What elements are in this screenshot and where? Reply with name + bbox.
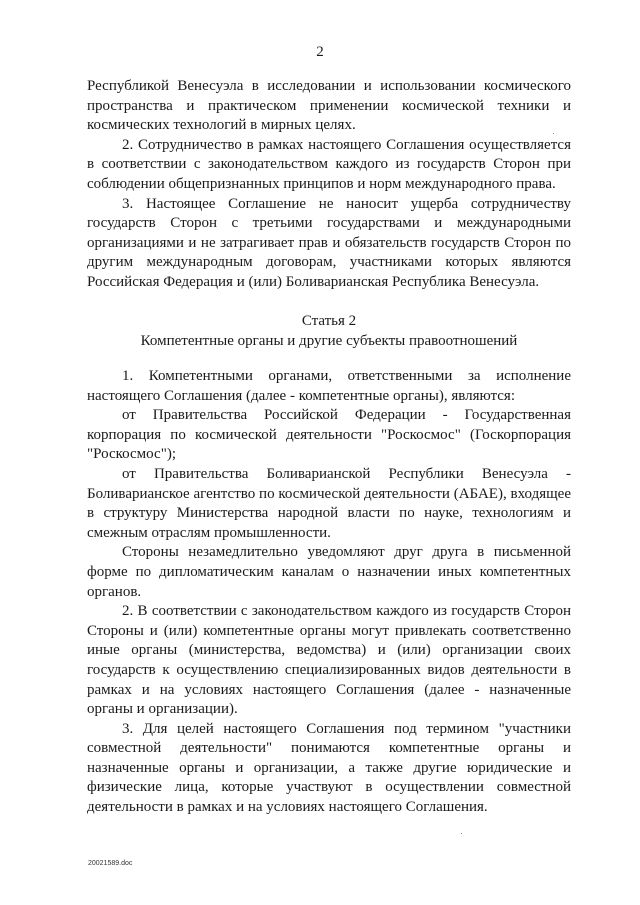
paragraph: от Правительства Боливарианской Республики Венесуэла - Боливарианское агентство по космической деятельности (АБАЕ), входящее в структуру Министерства народной власти по науке, технологиям и смежным отраслям промышленности. (87, 465, 571, 541)
paragraph: 2. Сотрудничество в рамках настоящего Соглашения осуществляется в соответствии с законодательством каждого из государств Сторон при соблюдении общепризнанных принципов и норм международного права. (87, 136, 571, 192)
paragraph: от Правительства Российской Федерации - Государственная корпорация по космической деятельности "Роскосмос" (Госкорпорация "Роскосмос"); (87, 407, 571, 463)
article-title: Компетентные органы и другие субъекты правоотношений (140, 332, 518, 349)
paragraph: Стороны незамедлительно уведомляют друг друга в письменной форме по дипломатическим каналам о назначении иных компетентных органов. (87, 544, 571, 600)
paragraph: 2. В соответствии с законодательством каждого из государств Сторон Стороны и (или) компетентные органы могут привлекать соответственно иные органы (министерства, ведомства) и (или) организации своих государств к осуществлению специализированных видов деятельности в рамках и на условиях настоящего Соглашения (далее - назначенные органы и организации). (87, 603, 571, 718)
footer-filename: 20021589.doc (88, 860, 133, 867)
article-heading (87, 312, 571, 351)
paragraph: 1. Компетентными органами, ответственными за исполнение настоящего Соглашения (далее - компетентные органы), являются: (87, 368, 571, 404)
article-body (87, 367, 571, 818)
article-number: Статья 2 (301, 313, 357, 329)
scan-speck (553, 133, 554, 134)
paragraph: Республикой Венесуэла в исследовании и использовании космического пространства и практическом применении космической техники и космических технологий в мирных целях. (87, 78, 571, 134)
page-number: 2 (316, 44, 324, 60)
paragraph: 3. Для целей настоящего Соглашения под термином "участники совместной деятельности" понимаются компетентные органы и назначенные органы и организации, а также другие юридические и физические лица, которые участвуют в осуществлении совместной деятельности в рамках и на условиях настоящего Соглашения. (87, 720, 571, 816)
paragraph: 3. Настоящее Соглашение не наносит ущерба сотрудничеству государств Сторон с третьими государствами и международными организациями и не затрагивает прав и обязательств государств Сторон по другим международным договорам, участниками которых являются Российская Федерация и (или) Боливарианская Республика Венесуэла. (87, 195, 571, 290)
intro-text (87, 77, 571, 293)
scan-speck (461, 833, 462, 834)
